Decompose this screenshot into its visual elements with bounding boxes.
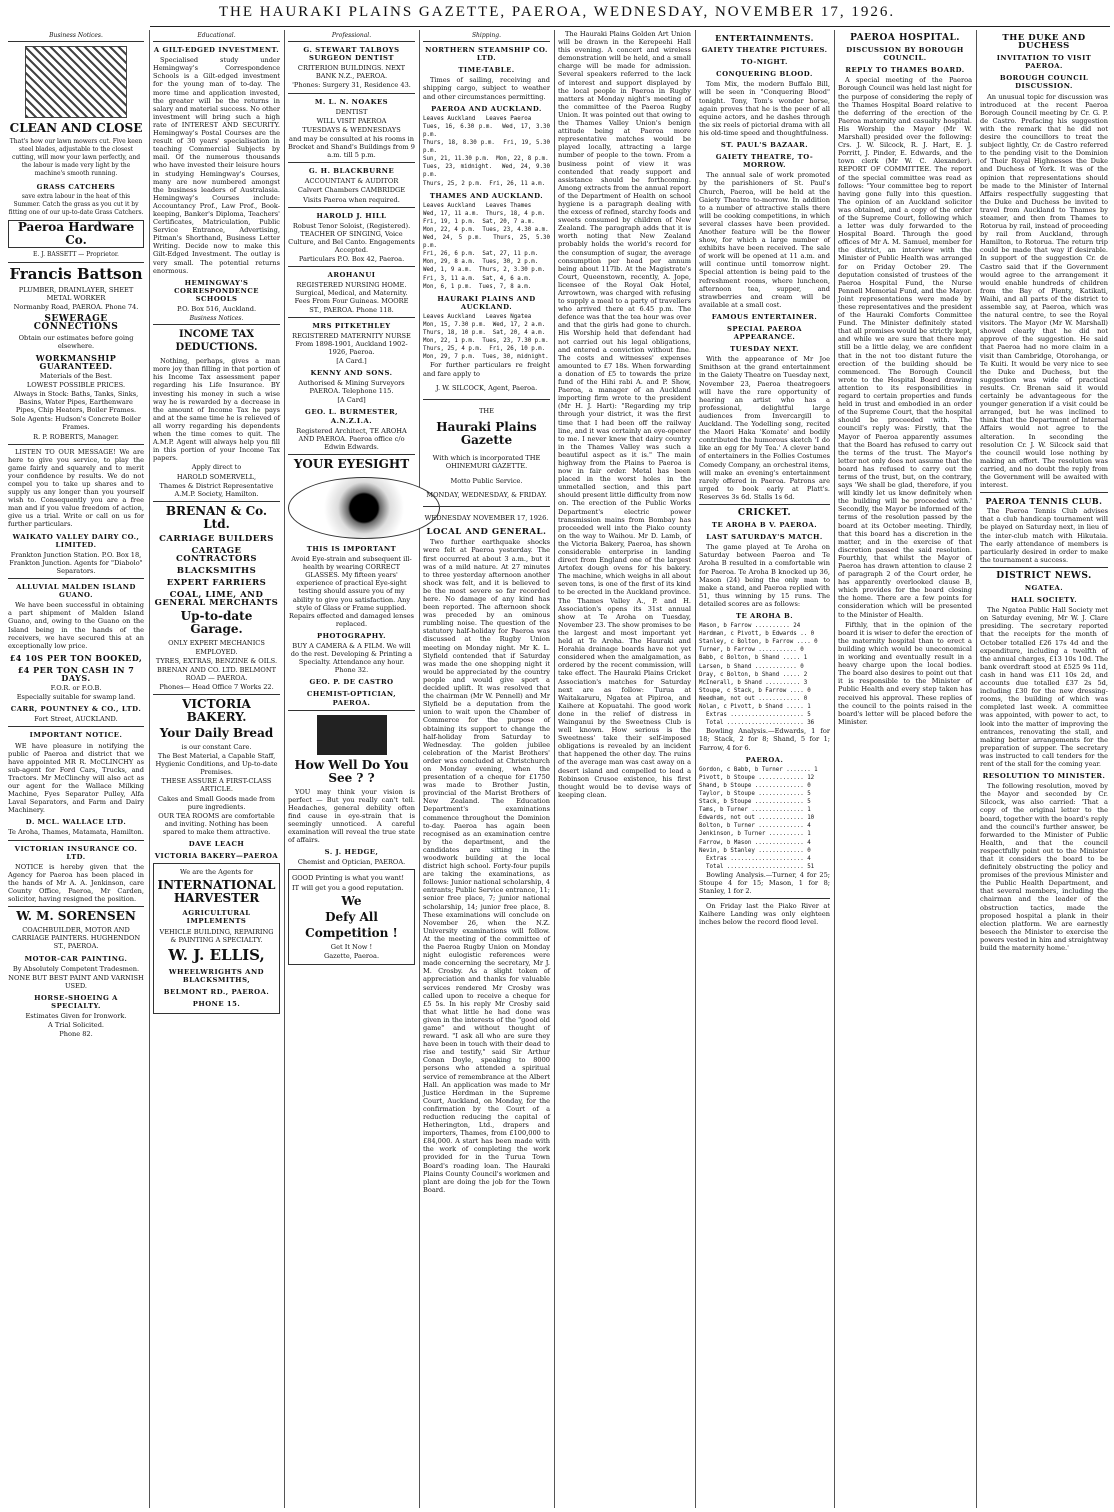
divider xyxy=(288,710,415,711)
ad-text: [A Card.] xyxy=(336,357,367,365)
eye-illustration xyxy=(288,477,440,539)
column-rule xyxy=(976,30,977,1508)
ad-text: Specialised study under Hemingway's Correspondence Schools is a Gilt-edged investment for the young man of to-day. The more time and application invested, the greater will be the returns in salary and material success. No other investment will bring such a high rate of INTEREST AND SECURITY. Hemingway's Postal Courses are the result of 30 years' specialisation in teaching Commercial Subjects by mail. Of the numerous thousands who have invested their leisure hours in studying Hemingway's Courses, many are now numbered amongst the business leaders of Australasia. Hemingway's Courses include: Accountancy Prof., Law Prof., Book-keeping, Banker's Diploma, Teachers' Certificates, Matriculation, Public Service Entrance, Advertising, Pitman's Shorthand, Business Letter Writing. Decide now to make this Gilt-Edged Investment. The outlay is very small. The potential returns enormous. xyxy=(153,56,280,275)
ad-text: The Best Material, a Capable Staff, Hygienic Conditions, and Up-to-date Premises. xyxy=(155,752,278,777)
ad-text: PLUMBER, DRAINLAYER, SHEET METAL WORKER xyxy=(18,286,134,303)
divider xyxy=(288,162,415,163)
ad-headline: HORSE-SHOEING A SPECIALTY. xyxy=(34,993,118,1010)
nameplate-sub: Motto Public Service. xyxy=(450,476,523,485)
ad-text: Get It Now ! xyxy=(330,942,373,951)
ad-headline: Up-to-date Garage. xyxy=(180,609,253,637)
ad-text: Authorised & Mining Surveyors PAEROA. Telephone 115. xyxy=(298,379,405,396)
scorecard: Mason, b Farrow .......... 24 Hardman, c Pivott, b Edwards .. 0 Stanley, c Bolton, b Farrow .... 0 Turner, b Farrow ........... 0 Babb, c Bolton, b Shand ..... 1 Larsen, b Shand ............ 0 Dray, c Bolton, b Shand ..... 2 McInerall, b Shand .......... 3 Stoupe, c Stack, b Farrow .... 0 Needham, not out ............ 0 Nolan, c Pivott, b Shand ..... 1 Extras ..................... 5 Total ...................... 36 xyxy=(699,623,818,727)
article-body: A special meeting of the Paeroa Borough Council was held last night for the purpose of considering the reply of the Thames Hospital Board relative to the deferring of the erection of the Paeroa maternity and casualty hospital. His Worship the Mayor (Mr W. Marshall) presided over the following: Crs. J. W. Silcock, R. J. Hart, E. J. Porritt, J. Pinder, E. Edwards, and the town clerk (Mr W. C. Alexander). REPORT OF COMMITTEE. The report of the special committee was read as follows: "Your committee beg to report having gone fully into this question. The opinion of an Auckland solicitor was obtained, and a copy of the order of the Supreme Court, following which a letter was duly forwarded to the Hospital Board. Through the good offices of Mr A. M. Samuel, member for the district, an interview with the Minister of Public Health was arranged for on Friday October 29. The deputation consisted of trustees of the Paeroa Hospital Fund, the Nurse Pennell Memorial Fund, and the Mayor. Joint representations were made by these representatives and the president of the Hauraki Comforts Committee Fund. The Minister definitely stated that all promises would be strictly kept, and while we are sure that there may still be a little delay, we are confident that in the not too distant future the erection of the building should be commenced. The Borough Council wrote to the Hospital Board drawing attention to its responsibilities in regard to certain properties and funds held in trust and embodied in an order of the Supreme Court, that the hospital should be proceeded with. The council's reply was: Firstly, that the Mayor of Paeroa apparently assumes that the Board has refused to carry out the terms of the trust. The Mayor's letter not only does not assume that the board has refused to carry out the terms of the trust, but, on the contrary, says 'We shall be glad, therefore, if you will kindly let us know definitely when the building will be proceeded with.' Secondly, the Mayor be informed of the terms of the resolution passed by the board at its October meeting. Thirdly, that this board has a discretion in the matter, and in the exercise of that discretion passed the said resolution. Fourthly, that whilst the Mayor of Paeroa has drawn attention to clause 2 of paragraph 2 of the Court order, he has apparently overlooked clause B, which provides for the board closing the home. There are a few points for consideration which will be presented to the Minister of Health. xyxy=(838,76,972,619)
ad-text: LISTEN TO OUR MESSAGE! We are here to give you service, to play the game fairly and squarely and to merit your confidence by results. We do not compel you to take up shares and to supply us any longer than you yourself wish to. Consequently you are a free man and if you value freedom of action, give us a trial. Write or call on us for further particulars. xyxy=(8,447,144,529)
article-body: The following resolution, moved by the Mayor and seconded by Cr. Silcock, was also carried: 'That a copy of the original letter to the board, together with the board's reply and the council's further answer, be forwarded to the Minister of Public Health, and that the council respectfully point out to the Minister that it considers the board to be definitely obstructing the policy and promises of the previous Minister and the Public Health Department, and that several members, including the chairman and the leader of the obstruction tactics, made the proposed hospital a plank in their election platform. We are earnestly beseech the Minister to exercise the powers vested in him and straightway build the maternity home.' xyxy=(980,782,1109,953)
ad-text: Phones— Head Office 7 Works 22. xyxy=(159,682,274,691)
ad-headline: WORKMANSHIP GUARANTEED. xyxy=(35,352,117,371)
nameplate-sub: MONDAY, WEDNESDAY, & FRIDAY. xyxy=(426,491,547,500)
ad-text: Visits Paeroa when required. xyxy=(303,195,400,204)
section-headline: ENTERTAINMENTS. xyxy=(715,33,814,43)
ad-brand: W. M. SORENSEN xyxy=(16,909,136,924)
article-body: On Friday last the Piako River at Kaihere Landing was only eighteen inches below the record flood level. xyxy=(699,902,830,927)
ad-line: EXPERT FARRIERS xyxy=(166,578,267,589)
article-headline: HALL SOCIETY. xyxy=(1010,596,1078,605)
ad-headline: GEO. P. DE CASTRO xyxy=(309,678,394,687)
article-headline: CONQUERING BLOOD. xyxy=(716,70,813,79)
article-headline: ST. PAUL'S BAZAAR. xyxy=(720,141,809,150)
issue-date: WEDNESDAY NOVEMBER 17, 1926. xyxy=(424,513,549,522)
ad-brand: BRENAN & Co. Ltd. xyxy=(165,503,268,531)
ad-headline: CHEMIST-OPTICIAN, PAEROA. xyxy=(306,690,397,707)
ad-text: COACHBUILDER, MOTOR AND CARRIAGE PAINTERS. HUGHENDON ST., PAEROA. xyxy=(11,926,141,951)
ad-headline: WHEELWRIGHTS AND BLACKSMITHS, xyxy=(168,967,265,984)
section-headline: DISTRICT NEWS. xyxy=(996,570,1092,581)
ad-headline: SEWERAGE CONNECTIONS xyxy=(33,314,119,333)
ad-text: Nothing, perhaps, gives a man more joy than filling in that portion of his Income Tax assessment paper regarding his Life Insurance. BY investing his money in such a wise way he is rewarded by a decrease in the amount of Income Tax he pays and at the same time he is relieved of all worry regarding his dependents when the time comes to quit. The A.M.P. Agent will always help you fill in this portion of your Income Tax papers. xyxy=(153,357,280,463)
ad-text: Thames & District Representative A.M.P. Society, Hamilton. xyxy=(159,481,274,498)
divider xyxy=(8,578,144,579)
ad-headline: IMPORTANT NOTICE. xyxy=(29,731,123,740)
ad-text: F.O.R. or F.O.B. xyxy=(50,684,102,693)
article-headline: TUESDAY NEXT. xyxy=(730,345,799,354)
ad-headline: D. MCL. WALLACE LTD. xyxy=(25,818,127,827)
ad-text: Obtain our estimates before going elsewhere. xyxy=(18,333,134,350)
ad-headline: KENNY AND SONS. xyxy=(310,369,393,378)
divider xyxy=(153,501,280,502)
ad-text: BUY A CAMERA & A FILM. We will do the rest. Developing & Printing a Specialty. Attendance any hour. Phone 32. xyxy=(290,641,413,675)
ad-text: That's how our lawn mowers cut. Five keen steel blades, adjustable to the closest cutting, will mow your lawn perfectly, and the labour is made very light by the machine's smooth running. xyxy=(9,138,143,178)
ad-headline: CLEAN AND CLOSE xyxy=(9,121,143,136)
ad-headline: YOUR EYESIGHT xyxy=(293,456,410,471)
ad-headline: S. J. HEDGE, xyxy=(324,848,379,857)
ad-text: ACCOUNTANT & AUDITOR xyxy=(304,177,399,186)
ad-headline: GRASS CATCHERS xyxy=(36,182,116,191)
ad-text: and may be consulted at his rooms in Brocket and Shand's Buildings from 9 a.m. till 5 p.m. xyxy=(288,134,415,160)
ad-text: WE have pleasure in notifying the public of Paeroa and district that we have appointed MR R. McCLINCHY as sub-agent for Ford Cars, Trucks, and Tractors. Mr McClinchy will also act as our agent for the Wallace Milking Machine, Fyes Separator Pulley, Alfa Laval Separators, and Farm and Dairy Machinery. xyxy=(8,741,144,815)
ad-text: VEHICLE BUILDING, REPAIRING & PAINTING A SPECIALTY. xyxy=(159,927,274,944)
section-label: Shipping. xyxy=(423,32,550,42)
divider xyxy=(423,506,550,507)
divider xyxy=(8,444,144,445)
ad-text: Avoid Eye-strain and subsequent ill-health by wearing CORRECT GLASSES. My fifteen years' experience of practical Eye-sight testing should assure you of my ability to give you satisfaction. Any style of Glass or Frame supplied. Repairs effected and damaged lenses replaced. xyxy=(288,555,414,628)
column-duke-district xyxy=(980,30,1108,1508)
divider xyxy=(8,726,144,727)
ad-text: BRENAN AND CO. LTD. BELMONT ROAD — PAEROA. xyxy=(156,665,277,682)
section-label: Educational. xyxy=(153,32,280,42)
divider xyxy=(288,317,415,318)
ad-line: CARTAGE CONTRACTORS xyxy=(175,545,258,564)
column-educational xyxy=(153,30,280,1508)
ad-headline: WAIKATO VALLEY DAIRY CO., LIMITED. xyxy=(12,532,140,549)
section-headline: PAEROA HOSPITAL. xyxy=(850,33,960,43)
ad-text: REGISTERED NURSING HOME. Surgical, Medical, and Maternity. Fees From Four Guineas. MOORE ST., PAEROA. Phone 118. xyxy=(294,281,409,314)
ad-text: Normanby Road, PAEROA. Phone 74. xyxy=(13,303,139,312)
ad-text: By Absolutely Competent Tradesmen. xyxy=(12,964,140,973)
ad-text: HAROLD SOMERVELL, xyxy=(176,472,257,481)
ad-headline: Competition ! xyxy=(305,925,398,940)
ad-text: Sole Agents: Hudson's Concrete Boiler Frames. xyxy=(11,415,141,432)
divider xyxy=(288,207,415,208)
article-headline: GAIETY THEATRE, TO-MORROW. xyxy=(715,153,814,170)
ad-text: 'Phones: Surgery 31, Residence 43. xyxy=(292,81,411,90)
nameplate: Hauraki Plains Gazette xyxy=(436,420,537,448)
ad-text: is our constant Care. xyxy=(181,743,252,751)
column-professional xyxy=(288,30,415,1508)
article-headline: GAIETY THEATRE PICTURES. xyxy=(701,46,828,55)
divider xyxy=(423,399,550,400)
timetable: Leaves Auckland Leaves Ngatea Mon, 15, 7.30 p.m. Wed, 17, 2 a.m. Thurs, 18, 10 p.m. Sat, 20, 4 a.m. Mon, 22, 1 p.m. Tues, 23, 7.30 p.m. Thurs, 25, 4 p.m. Fri, 26, 10 p.m. Mon, 29, 7 p.m. Tues, 30, midnight. xyxy=(423,313,549,361)
ad-text: save extra labour in the heat of this Summer. Catch the grass as you cut it by fitting one of our up-to-date Grass Catchers. xyxy=(8,192,144,216)
scorecard-heading: TE AROHA B. xyxy=(735,612,794,620)
column-business-notices xyxy=(8,30,144,1508)
article-body: The annual sale of work promoted by the parishioners of St. Paul's Church, Paeroa, will be held at the Gaiety Theatre to-morrow. In addition to a number of attractive stalls there will be cooking competitions, in which several classes have been provided. Another feature will be the flower show, for which a large number of exhibits have been received. The sale of work will be opened at 11 a.m. and will continue until tomorrow night. Special attention is being paid to the refreshment rooms, where luncheon, afternoon tea, supper, and strawberries and cream will be available at a small cost. xyxy=(699,171,830,309)
ad-text: YOU may think your vision is perfect — But you really can't tell. Headaches, general debility often find cause in eye-strain that is seemingly unnoticed. A careful examination will reveal the true state of affairs. xyxy=(288,787,415,845)
ad-headline: M. L. N. NOAKES xyxy=(314,97,389,106)
column-rule xyxy=(419,30,420,1508)
divider xyxy=(8,906,144,907)
ad-headline: How Well Do You See ? ? xyxy=(294,757,409,785)
ad-headline: NORTHERN STEAMSHIP CO. LTD. xyxy=(425,46,548,63)
ad-headline: PAEROA AND AUCKLAND. xyxy=(431,104,542,113)
ad-text: P.O. Box 516, Auckland. xyxy=(176,305,257,313)
ad-text: Apply direct to xyxy=(191,463,242,472)
ad-text: [A Card] xyxy=(337,396,366,405)
ad-headline: G. STEWART TALBOYS SURGEON DENTIST xyxy=(303,46,400,63)
ad-text: Te Aroha, Thames, Matamata, Hamilton. xyxy=(8,828,144,837)
harvester-ad xyxy=(153,863,280,1014)
ad-headline: G. H. BLACKBURNE xyxy=(308,167,395,176)
ad-brand: INTERNATIONAL HARVESTER xyxy=(157,878,276,906)
article-body: The Ngatea Public Hall Society met on Saturday evening, Mr W. J. Clare presiding. The secretary reported that the receipts for the month of October totalled £26 17s 4d and the expenditure, including a twelfth of the annual charges, £13 10s 10d. The bank overdraft stood at £525 9s 11d, cash in hand was £11 10s 2d, and accounts due totalled £37 2s 5d, including £30 for the new dressing-rooms, the building of which was completed last week. A committee was appointed, with power to act, to look into the matter of improving the entrances, renovating the stall, and making better arrangements for the preparation of supper. The secretary was instructed to call tenders for the rent of the stall for the coming year. xyxy=(980,606,1108,768)
article-headline: TO-NIGHT. xyxy=(741,58,788,67)
column-rule xyxy=(149,30,150,1508)
article-headline: RESOLUTION TO MINISTER. xyxy=(982,772,1106,781)
ad-brand: VICTORIA BAKERY. xyxy=(182,697,251,724)
divider xyxy=(153,694,280,695)
ad-headline: Defy All xyxy=(325,909,378,924)
ad-text: DENTIST xyxy=(335,107,368,116)
ad-text: NOTICE is hereby given that the Agency for Paeroa has been placed in the hands of Mr A. A. Jenkinson, care County Office, Paeroa, Mr Carden, solicitor, having resigned the position. xyxy=(8,862,144,904)
ad-text: Chemist and Optician, PAEROA. xyxy=(297,858,406,867)
ad-headline: HEMINGWAY'S CORRESPONDENCE SCHOOLS xyxy=(174,278,259,303)
ad-headline: AGRICULTURAL IMPLEMENTS xyxy=(182,909,251,926)
scorecard-heading: PAEROA. xyxy=(745,755,784,764)
ad-headline: HAROLD J. HILL xyxy=(316,211,387,220)
ad-text: J. W. SILCOCK, Agent, Paeroa. xyxy=(435,384,538,393)
article-body: An unusual topic for discussion was introduced at the recent Paeroa Borough Council meeting by Cr. G. P. de Castro. Prefacing his suggestion with the remark that he did not desire the councillors to treat the subject lightly, Cr. de Castro referred to the pending visit to the Dominion of Their Royal Highnesses the Duke and Duchess of York. It was of the opinion that representations should be made to the Minister of Internal Affairs respectfully suggesting that the Duke and Duchess be invited to travel from Auckland to Thames by steamer, and then from Thames to Rotorua by rail, instead of proceeding by rail from Auckland, through Hamilton, to Rotorua. The return trip could be made that way if desirable. In support of the suggestion Cr. de Castro said that if the Government would agree to the arrangement it would enable hundreds of children from the Bay of Plenty, Katikati, Waihi, and all parts of the district to assemble say, at Paeroa, which was the natural centre, to see the Royal visitors. The Mayor (Mr W. Marshall) showed clearly that he did not approve of the suggestion. He said that Paeroa had no more claim in a visit than Cambridge, Otorohanga, or Te Kuiti. It would be very nice to see the Duke and Duchess, but the suggestion was wide of practical results. Cr. Brenan said it would certainly be advantageous for the younger generation if a visit could be arranged, but he was inclined to think that the Department of Internal Affairs would not agree to the alteration. In seconding the resolution Cr. J. W. Silcock said that the council would lose nothing by making an effort. The resolution was carried, and no doubt the reply from the Government will be awaited with interest. xyxy=(980,92,1108,490)
article-headline: LOCAL AND GENERAL. xyxy=(426,527,547,538)
article-headline: LAST SATURDAY'S MATCH. xyxy=(706,533,823,542)
article-headline: FAMOUS ENTERTAINER. xyxy=(711,312,818,321)
ad-text: Robust Tenor Soloist, (Registered). TEACHER OF SINGING, Voice Culture, and Bel Canto. Engagements Accepted. xyxy=(288,221,415,254)
ad-text: CRITERION BUILDINGS. NEXT BANK N.Z., PAEROA. xyxy=(297,64,406,81)
article-body: Tom Mix, the modern Buffalo Bill, will be seen in "Conquering Blood" tonight. Tony, Tom's wonder horse, again proves that he is the peer of all equine actors, and he dashes through the six reels of pictorial drama with all his old-time speed and thoughtfulness. xyxy=(699,80,830,137)
ad-headline: DAVE LEACH xyxy=(188,840,245,849)
ad-text: THESE ASSURE A FIRST-CLASS ARTICLE. xyxy=(161,777,272,794)
article-body: The Hauraki Plains Golden Art Union will be drawn in the Kerepeehi Hall this evening. A concert and wireless demonstration will be held, and a small charge will be made for admission. Several speakers referred to the lack of interest and support displayed by the local people in Paeroa in Rugby matters at Monday night's meeting of the committee of the Paeroa Rugby Union. It was pointed out that owing to the Thames Valley Union's benign attitude being at Paeroa more representative matches would be played locally, attracting a large number of people to the town. From a business point of view it was contended that ready support and assistance should be forthcoming. Among extracts from the annual report of the Department of Health on school hygiene is a paragraph dealing with the excess of refined, starchy foods and sweets consumed by children of New Zealand. The paragraph adds that it is worth noting that New Zealand probably holds the world's record for the consumption of sugar, the average consumption per head per annum being about 117lb. At the Magistrate's Court, Queenstown, recently, A. Jope, licensee of the Royal Oak Hotel, Arrowtown, was charged with refusing to supply a meal to a party of travellers who arrived there at 6.45 p.m. The defence was that the tea hour was over and that the girls had gone to church. His Worship held that defendant had not carried out his legal obligations, and entered a conviction without fine. The costs and witnesses' expenses amounted to £7 18s. When forwarding a donation of £5 to towards the prize fund of the Hihi rabi A. and P. Show, Paeroa, a manager of an Auckland importing firm wrote to the president (Mr H. J. Hart): "Regarding my trip through your district, it was the first time that I had been off the railway line, and it was certainly an eye-opener to me. I never knew that dairy country in the Thames Valley was such a beautiful aspect as it is." The main highway from the Plains to Paeroa is now in fair order. Metal has been placed in the worst holes in the unmetalled section, and this part should present little difficulty from now on. The erection of the Public Works Department's electric power transmission mains from Bombay has proceeded well into the Piako county on the way to Waihou. Mr D. Lamb, of the Victoria Bakery, Paeroa, has shown considerable enterprise in landing direct from England one of the largest Artofex dough ovens for his bakery. The machine, which weighs in all about seven tons, is one of the first of its kind to be erected in the Auckland province. The Thames Valley A., P. and H. Association's opens its 31st annual show at Te Aroha on Tuesday, November 23. The show promises to be the largest and most important yet held at Te Aroha. The Hauraki and Horahia drainage boards have not yet considered when the amalgamation, as ordered by the recent commission, will take effect. The Hauraki Plains Cricket Association's matches for Saturday next are as follow: Turua at Waitakaruru, Ngatea at Pipiroa, and Kaihere at Kopuatahi. The good work done in the relief of distress in Wainganui by the Sweetness Club is well known. How serious is the Sweetness' take their self-imposed obligations is revealed by an incident that happened the other day. The ruins of the average man was cast away on a desert island and compelled to lead a Robinson Crusoe existence, his first thought would be to devise ways of keeping clean. xyxy=(558,30,691,799)
section-headline: CRICKET. xyxy=(737,507,792,518)
ad-brand: Francis Battson xyxy=(9,265,143,284)
ad-headline: VICTORIA BAKERY—PAEROA xyxy=(154,852,279,861)
ad-text: R. P. ROBERTS, Manager. xyxy=(33,432,119,441)
ad-headline: ALLUVIAL MALDEN ISLAND GUANO. xyxy=(16,583,136,600)
article-body: Fifthly, that in the opinion of the board it is wiser to defer the erection of the maternity hospital than to erect a building which would be uneconomical in working and eventually result in a heavy charge upon the local bodies. The board also desires to point out that it is responsible to the Minister of Public Health and every step taken has received his approval. These replies of the council to the points raised in the board's letter will be placed before the Minister. xyxy=(838,620,972,726)
article-headline: DISCUSSION BY BOROUGH COUNCIL. xyxy=(846,46,964,63)
article-headline: NGATEA. xyxy=(1024,584,1064,592)
article-headline: SPECIAL PAEROA APPEARANCE. xyxy=(726,325,803,342)
article-headline: TE AROHA B V. PAEROA. xyxy=(711,521,818,530)
ad-text: Particulars P.O. Box 42, Paeroa. xyxy=(298,255,405,264)
ad-text: Phone 82. xyxy=(59,1030,93,1039)
article-body: Two further earthquake shocks were felt at Paeroa yesterday. The first occurred at about 3 a.m., but it was of a mild nature. At 27 minutes to three yesterday afternoon another shock was felt, and it is believed to be the most severe so far recorded here. No damage of any kind has been reported. The afternoon shock was preceded by an ominous rumbling noise. The question of the statutory half-holiday for Paeroa was discussed at the Rugby Union meeting on Monday night. Mr K. L. Slyfield contended that if Saturday was made the one shopping night it would be appreciated by the country people and would give sport a decided uplift. It was resolved that the chairman (Mr W. Pennell) and Mr Slyfield be a deputation from the union to wait upon the Chamber of Commerce for the purpose of obtaining its support to change the half-holiday from Saturday to Wednesday. The golden jubilee celebration of the Marist Brothers' order was concluded at Christchurch on Monday evening, when the presentation of a cheque for £1750 was made to Brother Justin, provincial of the Marist Brothers of New Zealand. The Education Department's examinations commence throughout the Dominion to-day. Paeroa has again been recognised as an examination centre by the department, and the candidates are sitting in the woodwork building at the local district high school. Forty-four pupils are taking the examinations, as follows: Junior national scholarship, 4 entrants; Public Service entrance, 11; senior free place, 7; junior national scholarship, 14; junior free place, 8. These examinations will conclude on November 26, when the N.Z. University examinations will follow. At the meeting of the committee of the Paeroa Rugby Union on Monday night eulogistic references were made concerning the secretary, Mr J. M. Crosby. As a slight token of appreciation and thanks for valuable services rendered Mr Crosby was called upon to receive a cheque for £5 5s. In his reply Mr Crosby said that what little he had done was given in the interests of the "good old game" and without thought of reward. "I ask all who are sure they have been in touch with their dead to rise and testify," said Sir Arthur Conan Doyle, speaking to 8000 persons who attended a spiritual service of remembrance at the Albert Hall. An application was made to Mr Justice Herdman in the Supreme Court, Auckland, on Monday, for the confirmation by the Court of a reduction reducing the capital of Hetherington, Ltd., drapers and importers, Thames, from £100,000 to £84,000. A start has been made with the work of completing the work provided for in the Turua Town Board's roading loan. The Hauraki Plains County Council's workmen and plant are doing the job for the Town Board. xyxy=(423,538,551,1194)
ad-text: A Trial Solicited. xyxy=(47,1021,105,1030)
ad-text: Always in Stock: Baths, Tanks, Sinks, Basins, Water Pipes, Earthenware Pipes, Chip Heaters, Boiler Frames. xyxy=(13,390,139,415)
ad-headline: MOTOR-CAR PAINTING. xyxy=(24,954,128,963)
ad-text: NONE BUT BEST PAINT AND VARNISH USED. xyxy=(8,973,144,990)
section-label: Business Notices. xyxy=(8,32,144,42)
printing-ad xyxy=(288,869,415,964)
ad-headline: VICTORIAN INSURANCE CO. LTD. xyxy=(14,844,138,861)
column-shipping-local xyxy=(423,30,550,1508)
timetable: Leaves Auckland Leaves Paeroa Tues, 16, 6.30 p.m. Wed, 17, 3.30 p.m. Thurs, 18, 8.30 p.m. Fri, 19, 5.30 p.m. Sun, 21, 11.30 p.m. Mon, 22, 8 p.m. Tues, 23, midnight. Wed, 24, 9.30 p.m. Thurs, 25, 2 p.m. Fri, 26, 11 a.m. xyxy=(423,115,550,187)
ad-headline: HAURAKI PLAINS AND AUCKLAND. xyxy=(437,294,536,311)
ad-headline: PHOTOGRAPHY. xyxy=(316,631,387,640)
ad-text: Materials of the Best. xyxy=(39,371,113,380)
ad-brand: W. J. ELLIS, xyxy=(168,945,265,964)
ad-text: REGISTERED MATERNITY NURSE From 1898-1901, Auckland 1902-1926, Paeroa. xyxy=(292,331,411,356)
ad-text: Cakes and Small Goods made from pure ingredients. xyxy=(158,794,275,811)
ad-text: OUR TEA ROOMS are comfortable and inviting. Nothing has been spared to make them attractive. xyxy=(158,811,275,836)
ad-text: TUESDAYS & WEDNESDAYS xyxy=(302,125,401,134)
section-headline: THE DUKE AND DUCHESS xyxy=(1002,33,1086,52)
ad-headline: BELMONT RD., PAEROA. xyxy=(163,987,270,996)
divider xyxy=(8,840,144,841)
ad-headline: PHONE 15. xyxy=(192,999,241,1008)
divider xyxy=(288,266,415,267)
eye-chart-illustration xyxy=(317,715,387,755)
article-body: The Paeroa Tennis Club advises that a club handicap tournament will be played on Saturday next, in lieu of the inter-club match with Hikutaia. The early attendance of members is particularly desired in order to make the tournament a success. xyxy=(980,507,1108,564)
scorecard: Gordon, c Babb, b Turner ....... 1 Pivott, b Stoupe ............. 12 Shand, b Stoupe .............. 0 Taylor, b Stoupe ............. 5 Stack, b Stoupe .............. 5 Tams, b Turner ............... 1 Edwards, not out ............. 10 Bolton, b Turner ............. 4 Jenkinson, b Turner .......... 1 Farrow, b Mason .............. 4 Nevin, b Stanley ............. 0 Extras ..................... 4 Total ...................... 51 xyxy=(699,766,818,870)
article-headline: BOROUGH COUNCIL DISCUSSION. xyxy=(999,74,1089,91)
ad-text: Especially suitable for swamp land. xyxy=(16,693,136,702)
ad-headline: CARR, POUNTNEY & CO., LTD. xyxy=(10,705,142,714)
article-body: Bowling Analysis.—Edwards, 1 for 18; Stack, 2 for 8; Shand, 5 for 1; Farrow, 4 for 6. xyxy=(699,727,830,752)
ad-price: £4 10S PER TON BOOKED, xyxy=(9,652,143,663)
section-headline: PAEROA TENNIS CLUB. xyxy=(985,496,1103,507)
lawn-mower-illustration xyxy=(25,46,127,118)
column-rule xyxy=(834,30,835,1508)
ad-headline: We xyxy=(341,893,362,908)
ad-headline: THAMES AND AUCKLAND. xyxy=(429,191,544,200)
divider xyxy=(288,93,415,94)
column-hospital xyxy=(838,30,972,1508)
column-entertainments-cricket xyxy=(699,30,830,1508)
divider xyxy=(699,898,830,899)
ad-price: £4 PER TON CASH IN 7 DAYS. xyxy=(17,664,135,683)
ad-line: CARRIAGE BUILDERS xyxy=(159,533,274,544)
ad-text: Gazette, Paeroa. xyxy=(323,951,380,960)
masthead-rule xyxy=(150,26,1110,27)
ad-headline: Your Daily Bread xyxy=(159,726,274,740)
article-body: With the appearance of Mr Joe Smithson at the grand entertainment in the Gaiety Theatre on Tuesday next, November 23, Paeroa theatregoers will have the rare opportunity of hearing an artist who has a professional, delightful large audiences from Invercargill to Auckland. The Yodelling song, recited the Maori Haka 'Komate' and bodily contributed the humorous sketch 'I do like an egg for My Tea.' A clever band of entertainers in the Follies Costumes Comedy Company, an orchestral items, will make an evening's entertainment rarely offered in Paeroa. Patrons are urged to book early at Platt's. Reserves 3s 6d. Stalls 1s 6d. xyxy=(699,355,830,501)
ad-headline: MRS PITKETHLEY xyxy=(312,321,391,330)
ad-text: GOOD Printing is what you want! xyxy=(292,874,405,883)
article-body: Bowling Analysis.—Turner, 4 for 25; Stoupe 4 for 15; Mason, 1 for 8; Stanley, 1 for 2. xyxy=(699,870,830,896)
ad-text: Times of sailing, receiving and shipping cargo, subject to weather and other circumstances permitting. xyxy=(423,76,550,101)
ad-headline: TIME-TABLE. xyxy=(458,66,515,75)
article-headline: INVITATION TO VISIT PAEROA. xyxy=(996,54,1092,71)
masthead: THE HAURAKI PLAINS GAZETTE, PAEROA, WEDNESDAY, NOVEMBER 17, 1926. xyxy=(218,4,896,20)
ad-text: Frankton Junction Station. P.O. Box 18, Frankton Junction. Agents for "Diabolo" Separators. xyxy=(9,550,143,575)
article-headline: REPLY TO THAMES BOARD. xyxy=(845,66,965,75)
ad-headline: THIS IS IMPORTANT xyxy=(306,544,397,553)
ad-text: Calvert Chambers CAMBRIDGE xyxy=(297,186,406,195)
ad-brand: Paeroa Hardware Co. xyxy=(8,220,144,248)
ad-text: IT will get you a good reputation. xyxy=(292,883,404,892)
divider xyxy=(980,567,1108,568)
ad-text: ONLY EXPERT MECHANICS EMPLOYED. xyxy=(168,639,265,656)
column-rule xyxy=(554,30,555,1508)
column-rule xyxy=(695,30,696,1508)
nameplate-label: THE xyxy=(479,406,494,415)
ad-headline: AROHANUI xyxy=(327,271,376,280)
ad-text: TYRES, EXTRAS, BENZINE & OILS. xyxy=(155,656,278,665)
ad-text: Estimates Given for Ironwork. xyxy=(25,1012,127,1021)
ad-line: BLACKSMITHS xyxy=(176,566,257,577)
divider xyxy=(8,262,144,263)
ad-text: Fort Street, AUCKLAND. xyxy=(34,715,118,724)
ad-line: COAL, LIME, AND GENERAL MERCHANTS xyxy=(154,590,279,609)
ad-text: Registered Architect, TE AROHA AND PAEROA. Paeroa office c/o Edwin Edwards. xyxy=(296,426,407,451)
article-body: The game played at Te Aroha on Saturday between Paeroa and Te Aroha B resulted in a comfortable win for Paeroa. Te Aroha B knocked up 36, Mason (24) being the only man to make a stand, and Paeroa replied with 51, thus winning by 15 runs. The detailed scores are as follows: xyxy=(699,543,830,608)
ad-text: LOWEST POSSIBLE PRICES. xyxy=(26,380,126,389)
ad-headline: A GILT-EDGED INVESTMENT. xyxy=(153,46,280,55)
ad-text: We are the Agents for xyxy=(179,868,254,877)
divider xyxy=(288,454,415,455)
column-rule xyxy=(284,30,285,1508)
ad-headline: INCOME TAX DEDUCTIONS. xyxy=(175,329,258,354)
ad-text: WILL VISIT PAEROA xyxy=(316,116,387,125)
ad-text: We have been successful in obtaining a part shipment of Malden Island Guano, and, owing to the Guano on the Island being in the hands of the receivers, we have secured this at an exceptionally low price. xyxy=(8,601,144,650)
column-local-continued xyxy=(558,30,691,1508)
ad-text: E. J. BASSETT — Proprietor. xyxy=(33,250,119,258)
nameplate-sub: With which is incorporated THE OHINEMURI GAZETTE. xyxy=(432,453,541,470)
section-label: Business Notices. xyxy=(153,315,280,325)
ad-headline: GEO. L. BURMESTER, A.N.Z.I.A. xyxy=(305,408,398,425)
divider xyxy=(699,504,830,505)
section-label: Professional. xyxy=(288,32,415,42)
timetable: Leaves Auckland Leaves Thames Wed, 17, 11 a.m. Thurs, 18, 4 p.m. Fri, 19, 1 p.m. Sat, 20, 7 a.m. Mon, 22, 4 p.m. Tues, 23, 4.30 a.m. Wed, 24, 5 p.m. Thurs, 25, 5.30 p.m. Fri, 26, 6 p.m. Sat, 27, 11 p.m. Mon, 29, 8 a.m. Tues, 30, 2 p.m. Wed, 1, 9 a.m. Thurs, 2, 3.30 p.m. Fri, 3, 11 a.m. Sat, 4, 6 a.m. Mon, 6, 1 p.m. Tues, 7, 8 a.m. xyxy=(423,202,550,290)
divider xyxy=(980,492,1108,493)
ad-text: For further particulars re freight and fare apply to xyxy=(423,361,550,378)
